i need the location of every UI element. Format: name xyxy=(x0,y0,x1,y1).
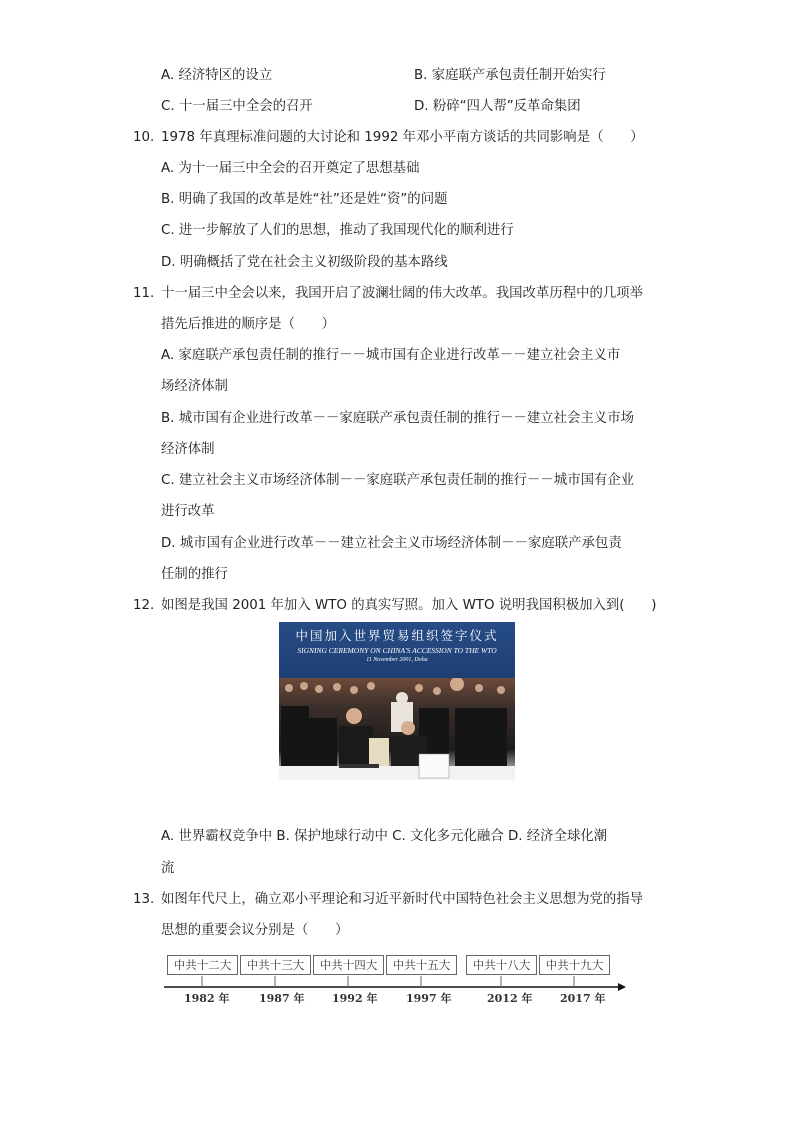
q11-option-a: A. 家庭联产承包责任制的推行－－城市国有企业进行改革－－建立社会主义市 xyxy=(161,348,621,363)
q13-number: 13. xyxy=(133,892,155,907)
q10-option-b: B. 明确了我国的改革是姓“社”还是姓“资”的问题 xyxy=(161,192,448,207)
q13-stem-line-2: 思想的重要会议分别是（ ） xyxy=(161,923,349,938)
q10-option-a: A. 为十一届三中全会的召开奠定了思想基础 xyxy=(161,161,420,176)
q11-option-b: B. 城市国有企业进行改革－－家庭联产承包责任制的推行－－建立社会主义市场 xyxy=(161,411,634,426)
timeline-year-1987: 1987 年 xyxy=(259,992,305,1005)
q11-option-d: D. 城市国有企业进行改革－－建立社会主义市场经济体制－－家庭联产承包责 xyxy=(161,536,622,551)
q11-option-b-cont: 经济体制 xyxy=(161,442,215,457)
timeline-year-2012: 2012 年 xyxy=(487,992,533,1005)
q11-option-d-cont: 任制的推行 xyxy=(161,567,228,582)
q11-stem-line-1: 十一届三中全会以来，我国开启了波澜壮阔的伟大改革。我国改革历程中的几项举 xyxy=(161,286,644,301)
photo-banner xyxy=(279,622,515,678)
q10-option-d: D. 明确概括了党在社会主义初级阶段的基本路线 xyxy=(161,255,448,270)
timeline-box-18th: 中共十八大 xyxy=(466,955,537,975)
q12-number: 12. xyxy=(133,598,155,613)
q13-stem-line-1: 如图年代尺上，确立邓小平理论和习近平新时代中国特色社会主义思想为党的指导 xyxy=(161,892,644,907)
q11-number: 11. xyxy=(133,286,155,301)
q10-stem: 1978 年真理标准问题的大讨论和 1992 年邓小平南方谈话的共同影响是（ ） xyxy=(161,130,644,145)
timeline-year-1982: 1982 年 xyxy=(184,992,230,1005)
photo-title-en: SIGNING CEREMONY ON CHINA'S ACCESSION TO THE WTO xyxy=(297,646,497,655)
timeline-box-14th: 中共十四大 xyxy=(313,955,384,975)
q12-stem: 如图是我国 2001 年加入 WTO 的真实写照。加入 WTO 说明我国积极加入到( ) xyxy=(161,598,657,613)
q10-number: 10. xyxy=(133,130,155,145)
q10-option-c: C. 进一步解放了人们的思想，推动了我国现代化的顺利进行 xyxy=(161,223,514,238)
q9-option-d: D. 粉碎“四人帮”反革命集团 xyxy=(414,99,581,114)
timeline-box-12th: 中共十二大 xyxy=(167,955,238,975)
photo-scene xyxy=(279,678,515,780)
timeline-box-15th: 中共十五大 xyxy=(386,955,457,975)
photo-date: 11 November 2001, Doha xyxy=(366,657,428,663)
q11-stem-line-2: 措先后推进的顺序是（ ） xyxy=(161,317,336,332)
q11-option-c: C. 建立社会主义市场经济体制－－家庭联产承包责任制的推行－－城市国有企业 xyxy=(161,473,635,488)
photo-title-cn: 中国加入世界贸易组织签字仪式 xyxy=(295,628,499,643)
q9-option-b: B. 家庭联产承包责任制开始实行 xyxy=(414,68,606,83)
q12-options-cont: 流 xyxy=(161,861,175,876)
timeline-year-1997: 1997 年 xyxy=(406,992,452,1005)
q9-option-c: C. 十一届三中全会的召开 xyxy=(161,99,313,114)
wto-signing-photo xyxy=(279,622,515,780)
q12-options: A. 世界霸权竞争中 B. 保护地球行动中 C. 文化多元化融合 D. 经济全球化潮 xyxy=(161,829,608,844)
q11-option-c-cont: 进行改革 xyxy=(161,504,215,519)
q11-option-a-cont: 场经济体制 xyxy=(161,379,228,394)
timeline-year-2017: 2017 年 xyxy=(560,992,606,1005)
timeline-year-1992: 1992 年 xyxy=(332,992,378,1005)
photo-people-illustration xyxy=(279,678,515,780)
timeline-box-13th: 中共十三大 xyxy=(240,955,311,975)
timeline-box-19th: 中共十九大 xyxy=(539,955,610,975)
q9-option-a: A. 经济特区的设立 xyxy=(161,68,273,83)
